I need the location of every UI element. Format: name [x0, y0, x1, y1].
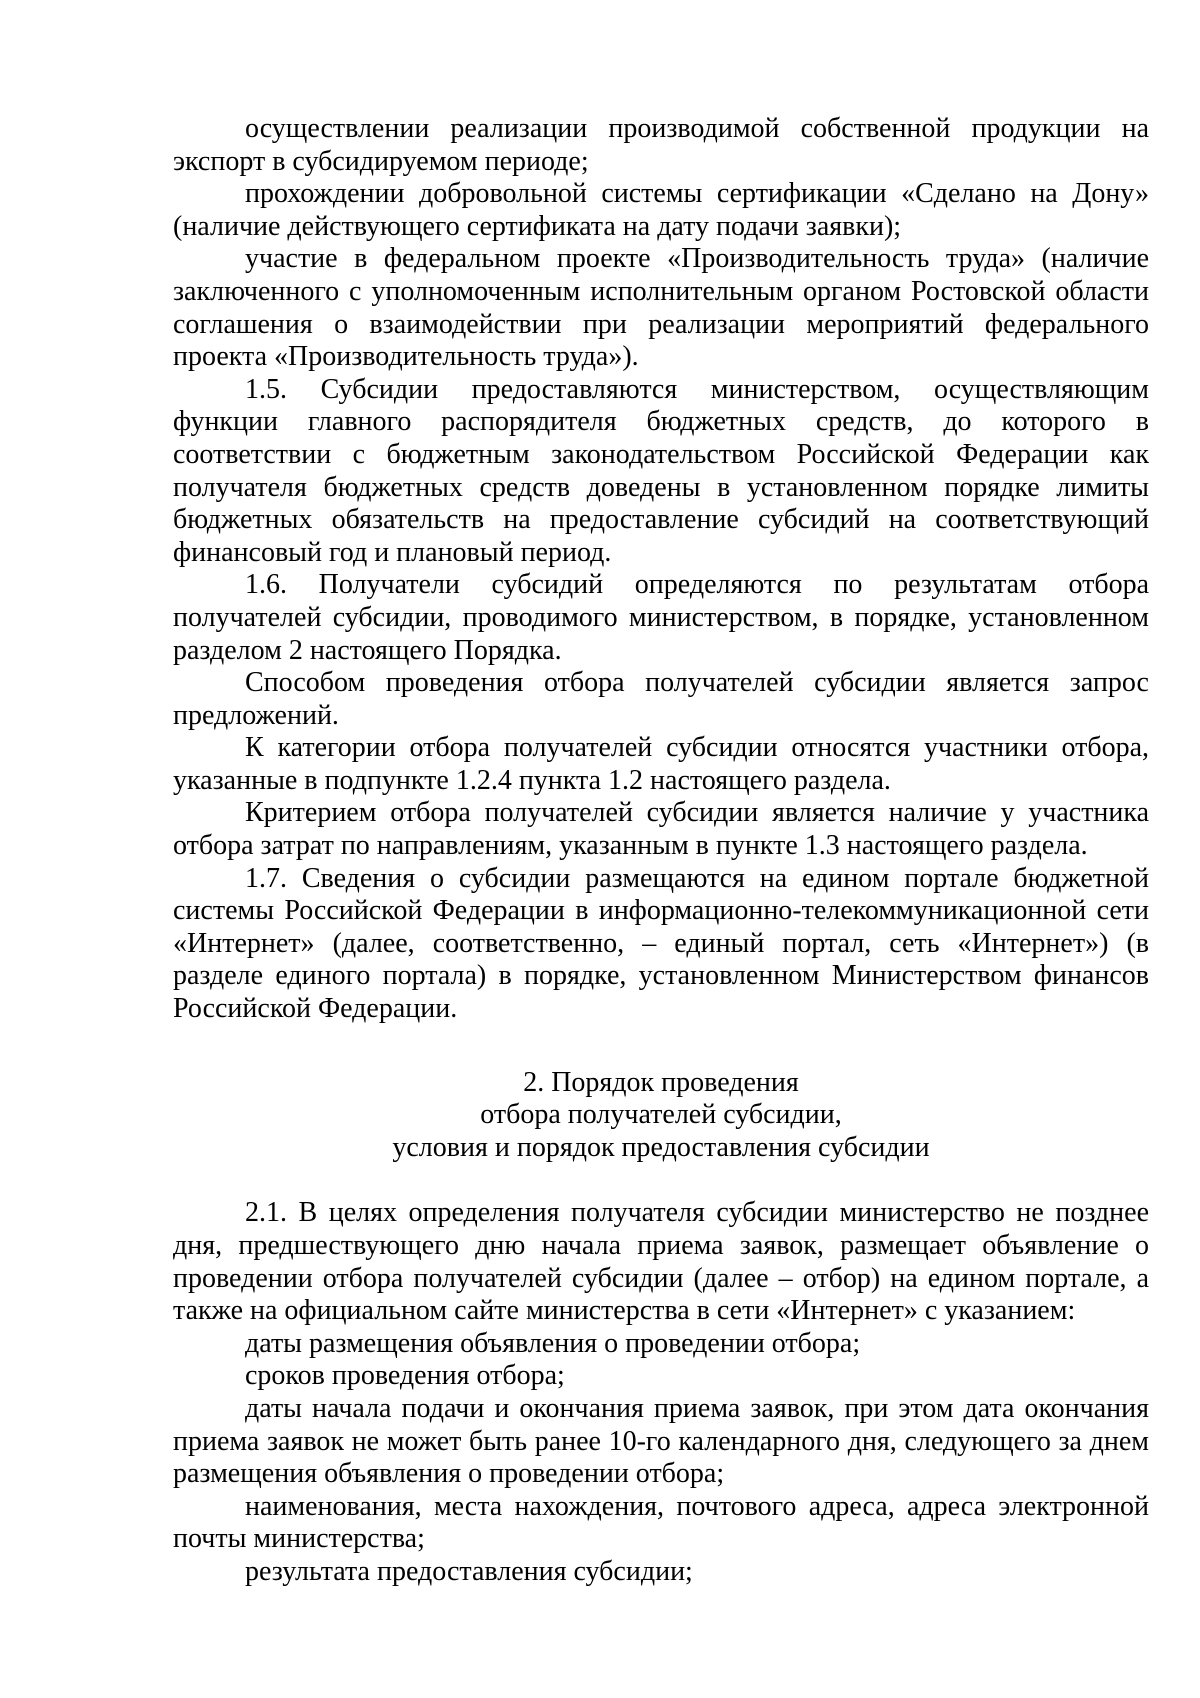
paragraph-1-7: 1.7. Сведения о субсидии размещаются на едином портале бюджетной системы Российской Федерации в информационно-телекоммуникационной сети «Интернет» (далее, соответственно, – единый портал, сеть «Интернет») (в разделе единого портала) в порядке, установленном Министерством финансов Российской Федерации.: [173, 862, 1149, 1025]
paragraph-selection-category: К категории отбора получателей субсидии относятся участники отбора, указанные в подпункте 1.2.4 пункта 1.2 настоящего раздела.: [173, 732, 1149, 796]
section-heading-line-2: отбора получателей субсидии,: [480, 1099, 842, 1131]
list-item-selection-terms: сроков проведения отбора;: [245, 1360, 565, 1392]
paragraph-federal-project-condition: участие в федеральном проекте «Производительность труда» (наличие заключенного с уполномоченным исполнительным органом Ростовской области соглашения о взаимодействии при реализации мероприятий федерального проекта «Производительность труда»).: [173, 243, 1149, 373]
paragraph-1-6: 1.6. Получатели субсидий определяются по результатам отбора получателей субсидии, проводимого министерством, в порядке, установленном разделом 2 настоящего Порядка.: [173, 569, 1149, 666]
paragraph-1-5: 1.5. Субсидии предоставляются министерством, осуществляющим функции главного распорядителя бюджетных средств, до которого в соответствии с бюджетным законодательством Российской Федерации как получателя бюджетных средств доведены в установленном порядке лимиты бюджетных обязательств на предоставление субсидий на соответствующий финансовый год и плановый период.: [173, 373, 1149, 568]
section-heading-line-1: 2. Порядок проведения: [523, 1066, 799, 1098]
list-item-announcement-date: даты размещения объявления о проведении отбора;: [245, 1327, 861, 1359]
list-item-subsidy-result: результата предоставления субсидии;: [245, 1555, 693, 1587]
paragraph-selection-method: Способом проведения отбора получателей субсидии является запрос предложений.: [173, 667, 1149, 731]
paragraph-certification-condition: прохождении добровольной системы сертификации «Сделано на Дону» (наличие действующего сертификата на дату подачи заявки);: [173, 178, 1149, 242]
list-item-ministry-contacts: наименования, места нахождения, почтового адреса, адреса электронной почты министерства;: [173, 1490, 1149, 1555]
paragraph-2-1: 2.1. В целях определения получателя субсидии министерство не позднее дня, предшествующего дню начала приема заявок, размещает объявление о проведении отбора получателей субсидии (далее – отбор) на едином портале, а также на официальном сайте министерства в сети «Интернет» с указанием:: [173, 1197, 1149, 1327]
paragraph-selection-criterion: Критерием отбора получателей субсидии является наличие у участника отбора затрат по направлениям, указанным в пункте 1.3 настоящего раздела.: [173, 797, 1149, 862]
list-item-application-dates: даты начала подачи и окончания приема заявок, при этом дата окончания приема заявок не может быть ранее 10-го календарного дня, следующего за днем размещения объявления о проведении отбора;: [173, 1392, 1149, 1490]
document-page: [173, 113, 1149, 1589]
paragraph-export-condition: осуществлении реализации производимой собственной продукции на экспорт в субсидируемом периоде;: [173, 113, 1149, 177]
section-2-heading: [173, 1067, 1149, 1165]
section-heading-line-3: условия и порядок предоставления субсидии: [392, 1131, 930, 1163]
